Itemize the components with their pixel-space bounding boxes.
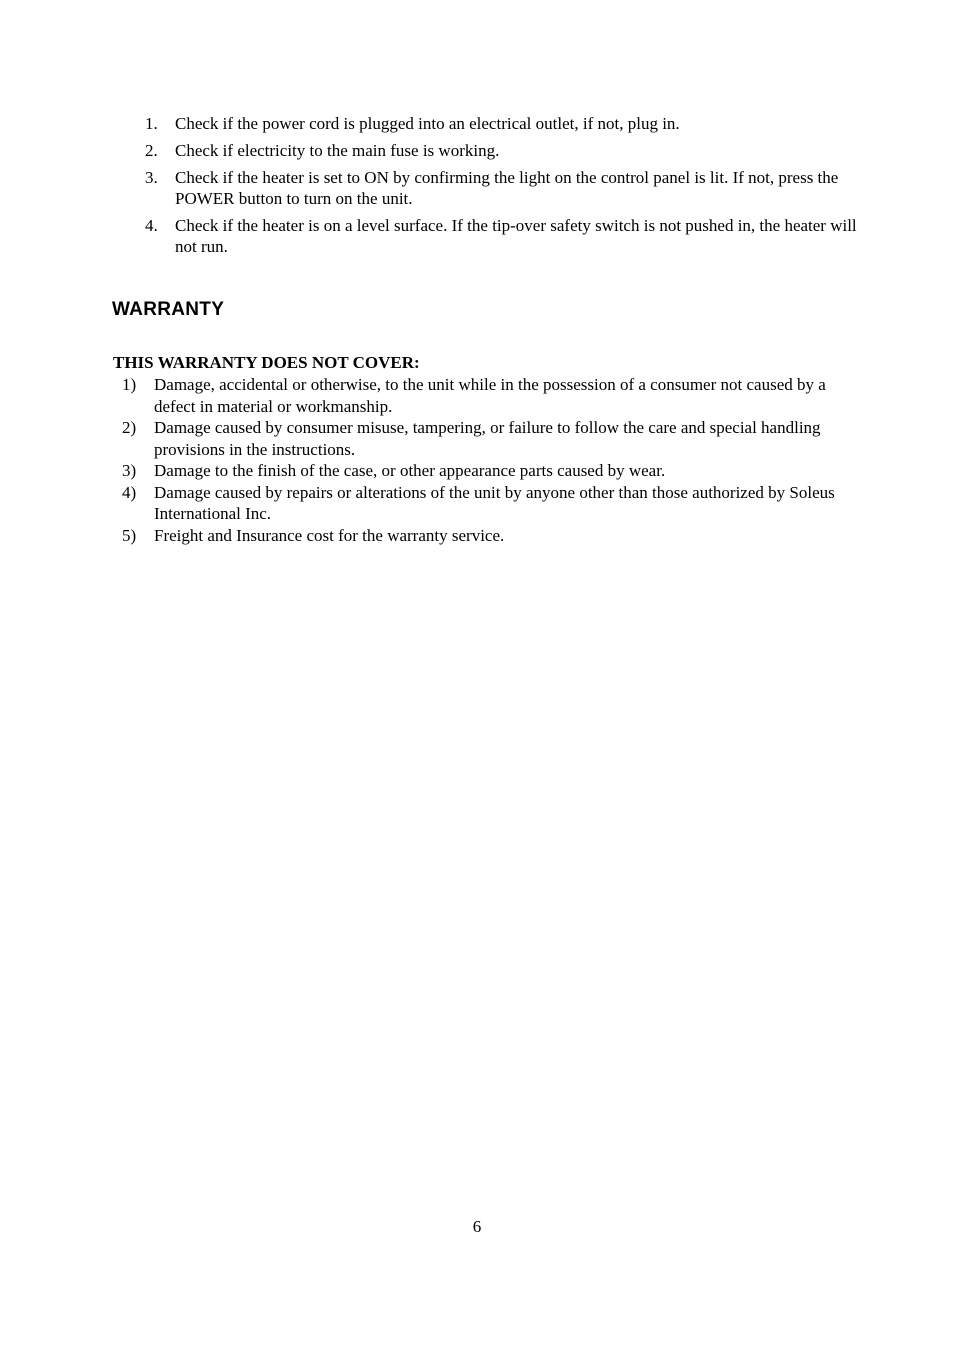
exclusion-item-text: Damage, accidental or otherwise, to the unit while in the possession of a consumer not caused by a defect in material or workmanship. <box>154 375 826 416</box>
checklist-item-number: 3. <box>145 168 158 187</box>
page-number: 6 <box>472 1217 482 1236</box>
exclusion-item <box>122 417 852 460</box>
checklist-item-number: 1. <box>145 114 158 133</box>
checklist-item-number: 2. <box>145 141 158 160</box>
checklist-item-text: Check if the heater is on a level surface. If the tip-over safety switch is not pushed in, the heater will not run. <box>175 216 857 256</box>
exclusion-item-text: Damage caused by consumer misuse, tampering, or failure to follow the care and special handling provisions in the instructions. <box>154 418 821 459</box>
exclusion-item <box>122 482 852 525</box>
warranty-heading: WARRANTY <box>112 299 225 320</box>
exclusion-item-text: Damage to the finish of the case, or other appearance parts caused by wear. <box>154 461 666 480</box>
exclusion-item-text: Freight and Insurance cost for the warranty service. <box>154 525 505 545</box>
exclusion-item-number: 1) <box>122 375 137 394</box>
checklist-item-text: Check if electricity to the main fuse is working. <box>175 141 500 160</box>
checklist-item <box>140 140 860 161</box>
checklist-item <box>140 113 860 134</box>
exclusion-item <box>122 374 852 417</box>
checklist-item-text: Check if the heater is set to ON by confirming the light on the control panel is lit. If not, press the POWER button to turn on the unit. <box>175 168 839 208</box>
exclusion-item-number: 3) <box>122 461 137 480</box>
checklist-item <box>140 215 860 257</box>
troubleshooting-checklist <box>140 113 860 263</box>
warranty-exclusions-list <box>122 374 852 546</box>
exclusion-item <box>122 460 852 482</box>
warranty-exclusions-subheading: THIS WARRANTY DOES NOT COVER: <box>113 353 420 372</box>
exclusion-item-number: 5) <box>122 525 137 545</box>
exclusion-item-number: 4) <box>122 482 137 502</box>
exclusion-item-text: Damage caused by repairs or alterations of the unit by anyone other than those authorized by Soleus International Inc. <box>154 482 835 523</box>
checklist-item-text: Check if the power cord is plugged into an electrical outlet, if not, plug in. <box>175 114 680 133</box>
exclusion-item <box>122 525 852 547</box>
checklist-item-number: 4. <box>145 216 158 235</box>
checklist-item <box>140 167 860 209</box>
exclusion-item-number: 2) <box>122 418 137 437</box>
